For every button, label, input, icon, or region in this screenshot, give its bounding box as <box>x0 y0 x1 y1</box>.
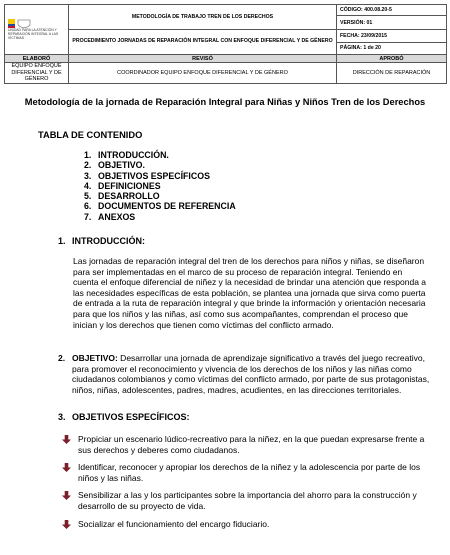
procedure-title: PROCEDIMIENTO JORNADAS DE REPARACIÓN INTEGRAL CON ENFOQUE DIFERENCIAL Y DE GÉNERO <box>69 30 337 55</box>
toc-item: 3. OBJETIVOS ESPECÍFICOS <box>84 170 210 181</box>
toc-item: 2. OBJETIVO. <box>84 160 145 171</box>
toc-heading: TABLA DE CONTENIDO <box>38 130 143 140</box>
list-item: Identificar, reconocer y apropiar los derechos de la niñez y la adolescencia por parte de los niños y las niñas. <box>60 462 432 483</box>
aprobo-value: DIRECCIÓN DE REPARACIÓN <box>337 63 447 84</box>
date-label: FECHA: 23/09/2015 <box>337 30 447 43</box>
arrow-down-icon <box>62 463 71 472</box>
elaboro-value: EQUIPO ENFOQUE DIFERENCIAL Y DE GÉNERO <box>5 63 69 84</box>
table-of-contents <box>84 150 236 222</box>
logo-cell <box>5 5 69 55</box>
toc-item: 1. INTRODUCCIÓN. <box>84 150 169 160</box>
shield-icon <box>17 19 31 28</box>
objective-paragraph: 2. OBJETIVO: Desarrollar una jornada de aprendizaje significativo a través del juego recreativo, para promover el reconocimiento y vivencia de los derechos de los niños y las niñas como ciudadanos colombianos y como víctimas del conflicto armado, por parte de sus protagonistas, niños, niñas, adolescentes, padres, madres, acudientes, en las direcciones territoriales. <box>58 353 430 395</box>
elaboro-header: ELABORÓ <box>5 55 69 63</box>
code-label: CÓDIGO: 400.08.20-5 <box>337 5 447 16</box>
toc-item: 6. DOCUMENTOS DE REFERENCIA <box>84 201 236 212</box>
arrow-down-icon <box>62 491 71 500</box>
list-item: Socializar el funcionamiento del encargo fiduciario. <box>60 519 432 530</box>
reviso-value: COORDINADOR EQUIPO ENFOQUE DIFERENCIAL Y DE GÉNERO <box>69 63 337 84</box>
list-item: Propiciar un escenario lúdico-recreativo para la niñez, en la que puedan expresarse frente a sus derechos y deberes como ciudadanos. <box>60 434 432 455</box>
colombia-flag-icon <box>8 19 15 28</box>
arrow-down-icon <box>62 435 71 444</box>
institution-logo <box>5 17 68 42</box>
document-title: Metodología de la jornada de Reparación Integral para Niñas y Niños Tren de los Derechos <box>24 97 426 107</box>
toc-item: 7. ANEXOS <box>84 211 136 222</box>
aprobo-header: APROBÓ <box>337 55 447 63</box>
arrow-down-icon <box>62 520 71 529</box>
reviso-header: REVISÓ <box>69 55 337 63</box>
logo-text: UNIDAD PARA LA ATENCIÓN Y REPARACIÓN INTEGRAL A LAS VÍCTIMAS <box>8 28 59 40</box>
page-label: PÁGINA: 1 de 20 <box>337 42 447 55</box>
document-header <box>4 4 447 84</box>
specific-objectives-list <box>60 434 432 536</box>
toc-item: 5. DESARROLLO <box>84 191 160 202</box>
intro-heading: 1. INTRODUCCIÓN: <box>58 236 145 246</box>
specific-objectives-heading: 3. OBJETIVOS ESPECÍFICOS: <box>58 412 190 422</box>
toc-item: 4. DEFINICIONES <box>84 180 161 191</box>
list-item: Sensibilizar a las y los participantes sobre la importancia del ahorro para la construcción y desarrollo de su proyecto de vida. <box>60 490 432 511</box>
intro-paragraph: Las jornadas de reparación integral del tren de los derechos para niños y niñas, se diseñaron para ser implementadas en el marco de su proceso de reparación integral. Teniendo en cuenta el enfoque diferencial de niñez y la necesidad de brindar una atención que responda a las necesidades específicas de esta población, se plantea una jornada que sirva como puerta de entrada a la ruta de reparación integral y que brinde la información y orientación necesaria para que los niños y las niñas, así como sus acompañantes, comprendan el proceso que inician y los derechos que tienen como víctimas del conflicto armado. <box>73 256 427 330</box>
version-label: VERSIÓN: 01 <box>337 16 447 30</box>
main-title: METODOLOGÍA DE TRABAJO TREN DE LOS DERECHOS <box>69 5 337 30</box>
